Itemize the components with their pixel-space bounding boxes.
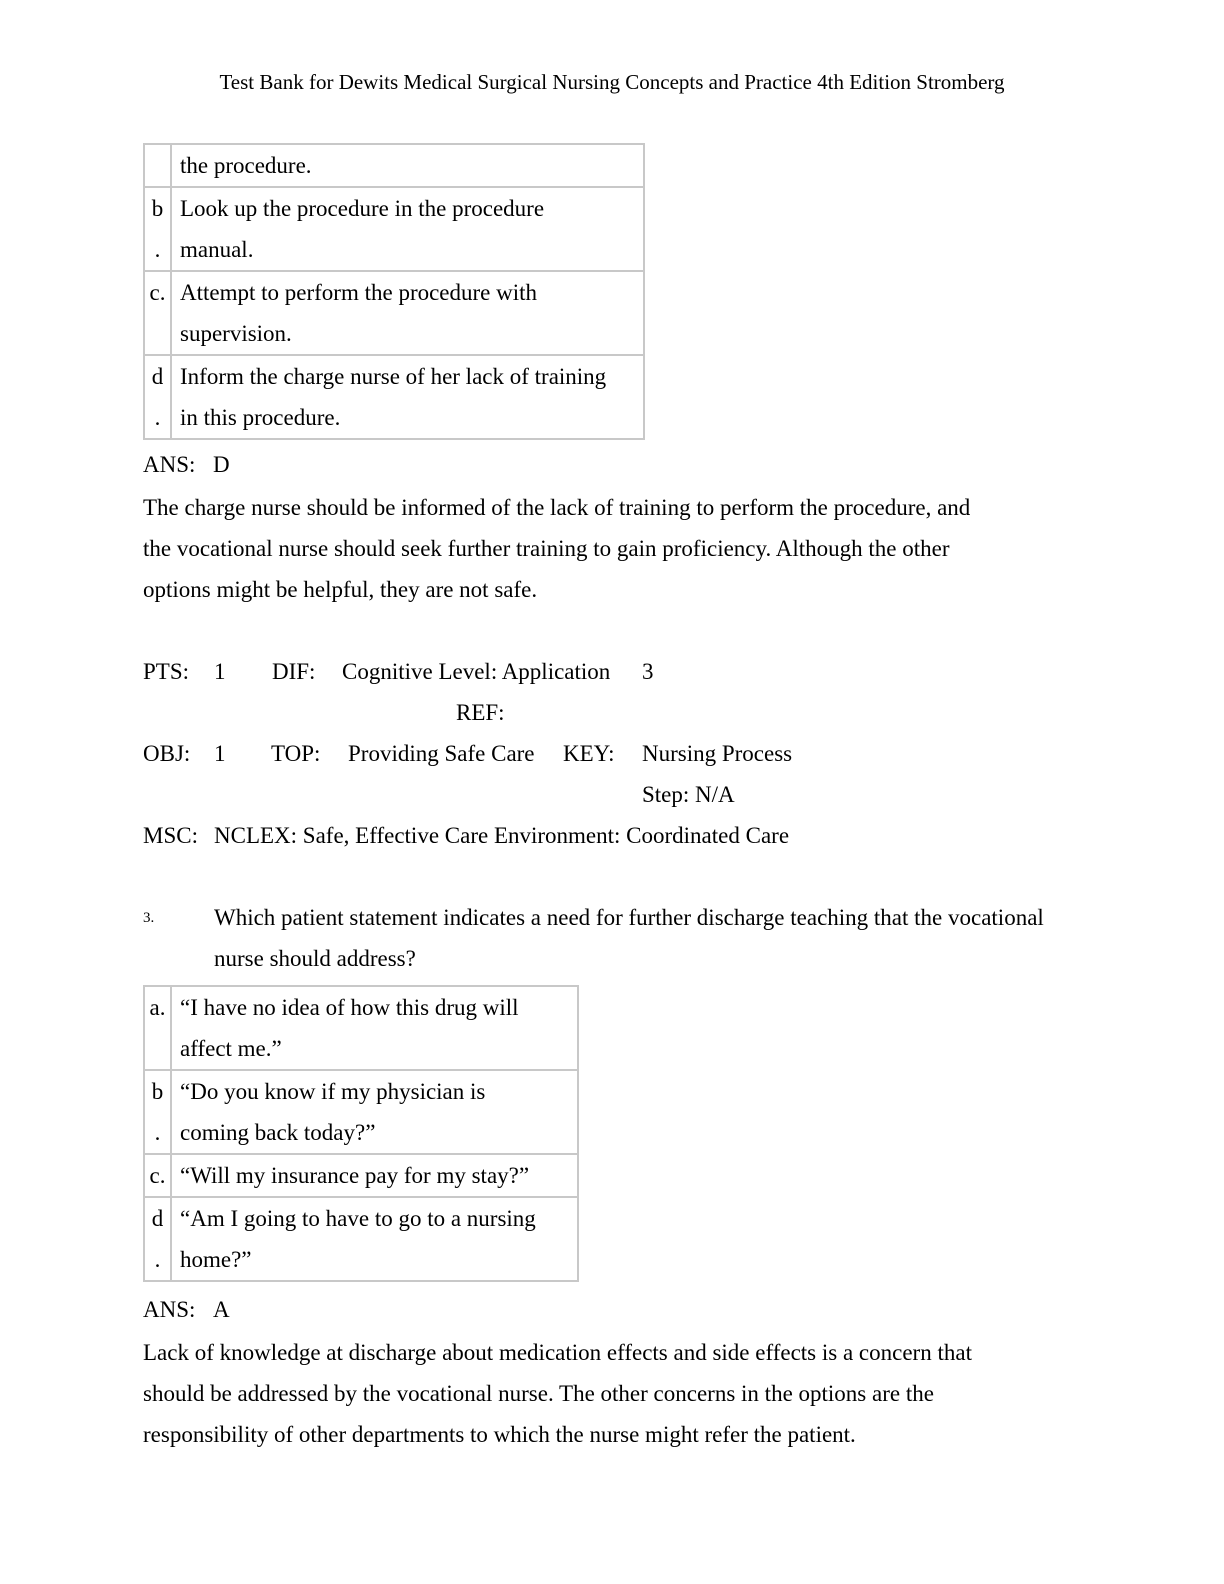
option-row (144, 1154, 578, 1197)
option-letter: c. (144, 271, 171, 355)
option-row (144, 187, 644, 271)
option-text: Attempt to perform the procedure with supervision. (171, 271, 644, 355)
option-letter: d . (144, 1197, 171, 1281)
ref-label: REF: (456, 700, 505, 725)
option-row (144, 144, 644, 187)
answer-value: A (213, 1297, 230, 1322)
msc-value: NCLEX: Safe, Effective Care Environment: Coordinated Care (214, 823, 790, 848)
option-row (144, 1197, 578, 1281)
option-text: the procedure. (171, 144, 644, 187)
key-label: KEY: (563, 741, 615, 766)
pts-label: PTS: (143, 659, 190, 684)
option-text: “Do you know if my physician is coming back today?” (171, 1070, 578, 1154)
rationale: Lack of knowledge at discharge about medication effects and side effects is a concern that should be addressed by the vocational nurse. The other concerns in the options are the responsibility of other departments to which the nurse might refer the patient. (143, 1340, 972, 1447)
dif-label: DIF: (272, 659, 316, 684)
option-row (144, 271, 644, 355)
option-text: Inform the charge nurse of her lack of training in this procedure. (171, 355, 644, 439)
option-text: “I have no idea of how this drug will affect me.” (171, 986, 578, 1070)
answer-label: ANS: (143, 1297, 196, 1322)
option-text: Look up the procedure in the procedure manual. (171, 187, 644, 271)
dif-value: Cognitive Level: Application (342, 659, 611, 684)
rationale: The charge nurse should be informed of the lack of training to perform the procedure, and the vocational nurse should seek further training to gain proficiency. Although the other options might be helpful, they are not safe. (143, 495, 971, 602)
key-value: Nursing Process (642, 741, 793, 766)
option-text: “Will my insurance pay for my stay?” (171, 1154, 578, 1197)
ref-value: 3 (642, 659, 654, 684)
obj-label: OBJ: (143, 741, 191, 766)
question3-options-table (143, 985, 579, 1282)
key-value-step: Step: N/A (642, 782, 735, 807)
pts-value: 1 (214, 659, 226, 684)
option-letter: b . (144, 187, 171, 271)
answer-value: D (213, 452, 230, 477)
question2-options-table (143, 143, 645, 440)
option-letter: a. (144, 986, 171, 1070)
top-value: Providing Safe Care (348, 741, 535, 766)
option-row (144, 986, 578, 1070)
option-row (144, 1070, 578, 1154)
option-letter: b . (144, 1070, 171, 1154)
option-row (144, 355, 644, 439)
option-letter: c. (144, 1154, 171, 1197)
question-number: 3. (143, 910, 155, 926)
option-letter (144, 144, 171, 187)
top-label: TOP: (271, 741, 321, 766)
obj-value: 1 (214, 741, 226, 766)
answer-label: ANS: (143, 452, 196, 477)
page-header: Test Bank for Dewits Medical Surgical Nursing Concepts and Practice 4th Edition Stromberg (219, 70, 1005, 94)
question-stem: Which patient statement indicates a need for further discharge teaching that the vocational nurse should address? (214, 905, 1044, 971)
option-letter: d . (144, 355, 171, 439)
option-text: “Am I going to have to go to a nursing home?” (171, 1197, 578, 1281)
msc-label: MSC: (143, 823, 198, 848)
